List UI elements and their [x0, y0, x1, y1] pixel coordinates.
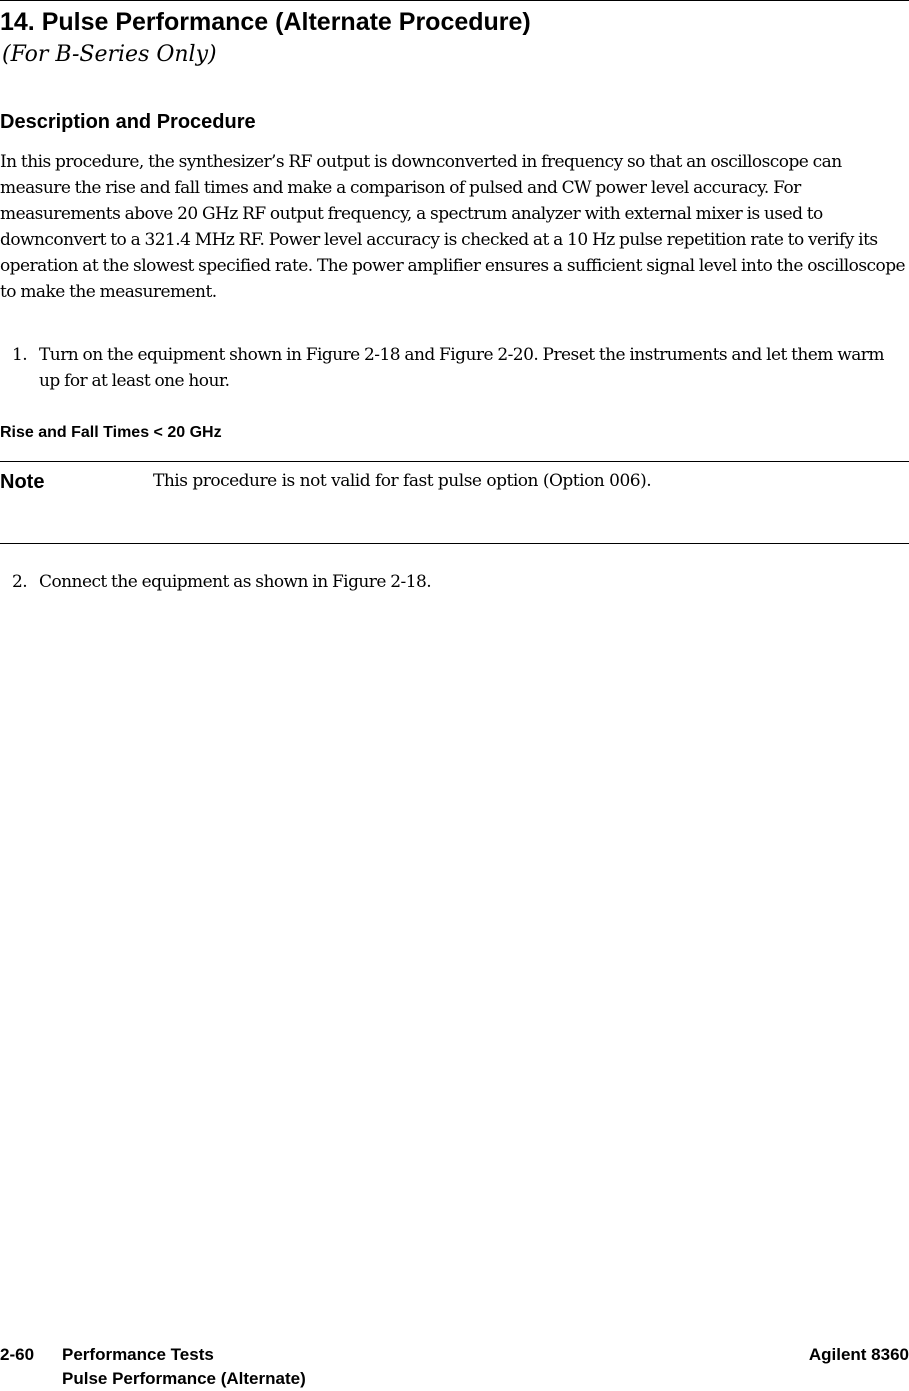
page-number: 2-60 — [0, 1345, 35, 1364]
step-text: Connect the equipment as shown in Figure 2-18. — [39, 572, 432, 592]
section-heading: Description and Procedure — [0, 111, 256, 133]
footer-section: Pulse Performance (Alternate) — [62, 1369, 306, 1388]
top-rule — [0, 0, 909, 1]
step-number: 1. — [12, 345, 28, 365]
footer-product: Agilent 8360 — [808, 1345, 909, 1364]
footer-chapter: Performance Tests — [62, 1345, 214, 1364]
page-title: 14. Pulse Performance (Alternate Procedure) — [0, 8, 531, 36]
procedure-step — [0, 342, 909, 394]
subsection-heading: Rise and Fall Times < 20 GHz — [0, 424, 222, 441]
procedure-step — [0, 569, 909, 595]
note-text: This procedure is not valid for fast pulse option (Option 006). — [153, 471, 652, 491]
note-bottom-rule — [0, 543, 909, 544]
step-number: 2. — [12, 572, 28, 592]
note-label: Note — [0, 471, 45, 493]
step-text: Turn on the equipment shown in Figure 2-18 and Figure 2-20. Preset the instruments and let them warm up for at least one hour. — [39, 345, 884, 391]
intro-paragraph: In this procedure, the synthesizer’s RF output is downconverted in frequency so that an oscilloscope can measure the rise and fall times and make a comparison of pulsed and CW power level accuracy. For measurements above 20 GHz RF output frequency, a spectrum analyzer with external mixer is used to downconvert to a 321.4 MHz RF. Power level accuracy is checked at a 10 Hz pulse repetition rate to verify its operation at the slowest specified rate. The power amplifier ensures a sufficient signal level into the oscilloscope to make the measurement. — [0, 152, 906, 302]
note-top-rule — [0, 461, 909, 462]
page-subtitle: (For B-Series Only) — [2, 42, 217, 67]
